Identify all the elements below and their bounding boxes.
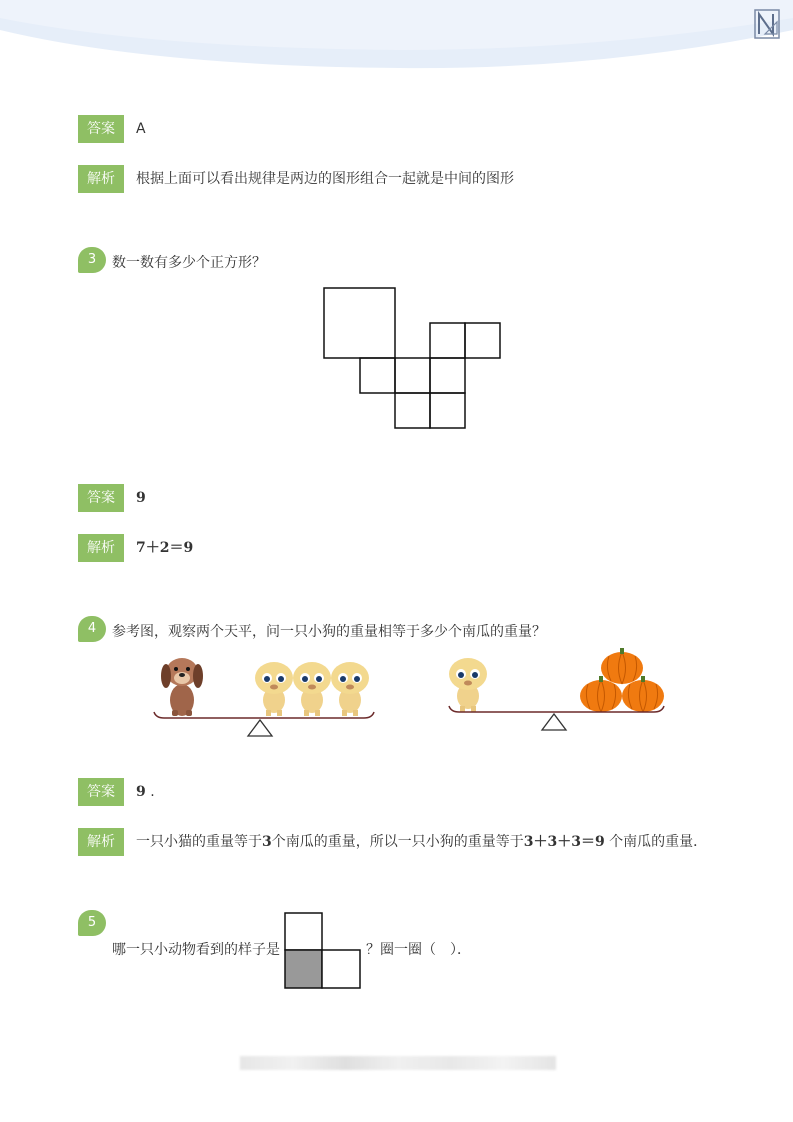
answer-tag: 答案 — [78, 778, 124, 806]
balance-dog-cats — [150, 652, 380, 740]
answer-tag: 答案 — [78, 484, 124, 512]
analysis-tag: 解析 — [78, 828, 124, 856]
balance-cat-pumpkins — [446, 646, 668, 736]
q5-question-before: 哪一只小动物看到的样子是 — [112, 942, 280, 958]
q3-answer: 9 — [136, 490, 146, 506]
cat-icon — [255, 662, 293, 716]
q5-question-after: ？圈一圈（ ）． — [366, 942, 471, 958]
q4-answer — [136, 782, 155, 802]
q4-question: 参考图，观察两个天平，问一只小狗的重量相等于多少个南瓜的重量？ — [112, 624, 546, 640]
footer-watermark — [240, 1056, 556, 1070]
question-number-badge: 3 — [78, 247, 106, 273]
cat-icon — [293, 662, 331, 716]
q4-analysis-part3: 个南瓜的重量． — [609, 834, 708, 850]
q3-analysis: 7＋2＝9 — [136, 540, 194, 556]
q2-analysis: 根据上面可以看出规律是两边的图形组合一起就是中间的图形 — [136, 171, 514, 187]
q4-analysis-part2: 个南瓜的重量，所以一只小狗的重量等于 — [271, 834, 524, 850]
view-shape-figure — [284, 912, 362, 990]
q4-analysis-part1: 一只小猫的重量等于 — [136, 834, 262, 850]
q3-question: 数一数有多少个正方形？ — [112, 255, 266, 271]
logo-icon — [753, 8, 783, 40]
question-number-badge: 5 — [78, 910, 106, 936]
q4-answer-suffix: . — [150, 784, 155, 800]
q4-analysis-expr: 3＋3＋3＝9 — [523, 834, 605, 850]
q4-answer-value: 9 — [136, 784, 146, 800]
cat-icon — [331, 662, 369, 716]
answer-tag: 答案 — [78, 115, 124, 143]
q2-answer: A — [136, 121, 146, 137]
question-number-badge: 4 — [78, 616, 106, 642]
squares-figure — [322, 286, 502, 430]
pumpkin-icon — [601, 648, 643, 684]
cat-icon — [449, 658, 487, 712]
analysis-tag: 解析 — [78, 534, 124, 562]
q4-analysis — [136, 832, 707, 852]
q4-analysis-num1: 3 — [262, 834, 272, 850]
dog-icon — [161, 658, 203, 716]
header-wave — [0, 0, 793, 80]
analysis-tag: 解析 — [78, 165, 124, 193]
